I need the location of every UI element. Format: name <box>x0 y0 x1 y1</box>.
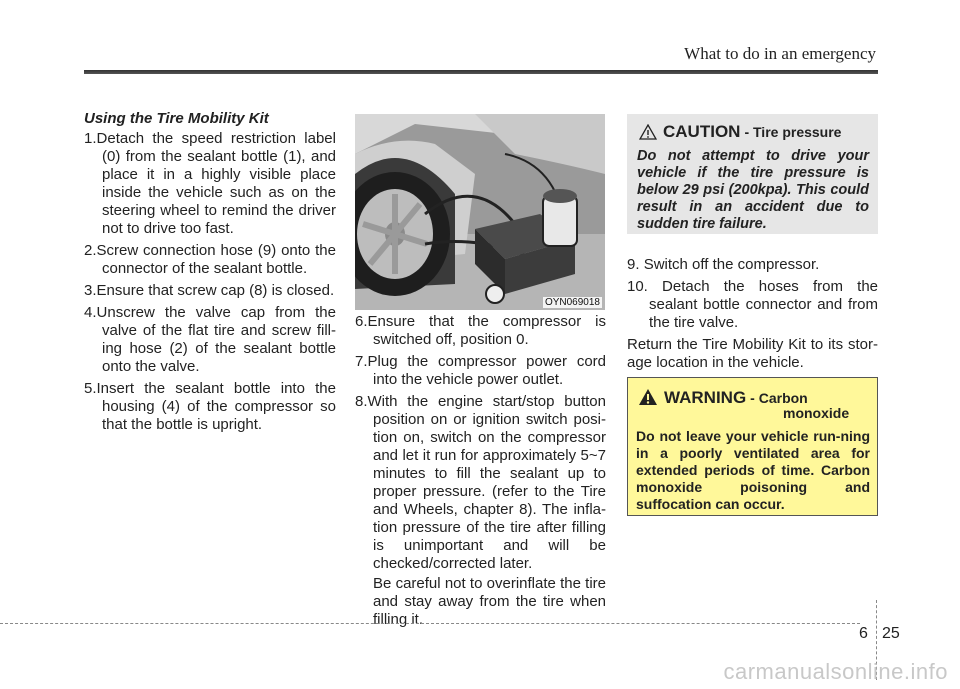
warning-text: Do not leave your vehicle run-ning in a poorly ventilated area for extended periods of time. Carbon monoxide poisoning and suffocation can occur. <box>636 428 870 512</box>
watermark: carmanualsonline.info <box>723 659 948 684</box>
list-item: 5.Insert the sealant bottle into the housing (4) of the compressor so that the bottle is upright. <box>84 380 336 433</box>
step8-note: Be careful not to overinflate the tire and stay away from the tire when filling it. <box>373 575 606 628</box>
list-item: 2.Screw connection hose (9) onto the connector of the sealant bottle. <box>84 242 336 277</box>
list-item: 4.Unscrew the valve cap from the valve of the flat tire and screw fill-ing hose (2) of the sealant bottle onto the valve. <box>84 304 336 375</box>
footer-rule <box>0 623 860 624</box>
list-item: 3.Ensure that screw cap (8) is closed. <box>84 282 335 299</box>
caution-label: CAUTION <box>663 122 741 141</box>
steps-list-3 <box>627 256 878 332</box>
section-title: Using the Tire Mobility Kit <box>84 110 269 127</box>
list-item: 1.Detach the speed restriction label (0) from the sealant bottle (1), and place it in a highly visible place inside the vehicle such as on the steering wheel to remind the driver not to drive too fast. <box>84 130 336 237</box>
caution-header <box>639 122 841 142</box>
chapter-number: 6 <box>859 625 868 642</box>
list-item: 8.With the engine start/stop button position on or ignition switch posi-tion on, switch on the compressor and let it run for approximately 5~7 minutes to fill the sealant up to proper pressure. (refer to the Tire and Wheels, chapter 8). The infla-tion pressure of the tire after filling is unimportant and will be checked/corrected later. Be careful not to overinflate the tire and stay away from the tire when filling it. <box>355 393 606 628</box>
list-item: 10. Detach the hoses from the sealant bottle connector and from the tire valve. <box>627 278 878 331</box>
warning-label: WARNING <box>664 388 747 407</box>
warning-subtitle: - Carbon <box>750 390 808 406</box>
steps-list-2 <box>355 313 606 629</box>
list-item: 7.Plug the compressor power cord into the vehicle power outlet. <box>355 353 606 388</box>
page-number: 25 <box>882 625 900 642</box>
warning-triangle-icon <box>638 388 658 406</box>
warning-box <box>627 377 878 516</box>
tire-mobility-kit-photo <box>355 114 605 310</box>
photo-illustration <box>355 114 605 310</box>
header-title: What to do in an emergency <box>684 44 876 63</box>
caution-subtitle: - Tire pressure <box>744 124 842 140</box>
steps-list-1 <box>84 130 336 434</box>
column-left <box>84 110 336 438</box>
column-right <box>627 256 878 376</box>
caution-box <box>627 114 878 234</box>
caution-triangle-icon <box>639 124 657 140</box>
caution-text: Do not attempt to drive your vehicle if the tire pressure is below 29 psi (200kpa). This could result in an accident due to sudden tire failure. <box>637 148 869 232</box>
column-middle <box>355 313 606 633</box>
warning-subtitle-2: monoxide <box>783 405 850 421</box>
return-text: Return the Tire Mobility Kit to its stor-age location in the vehicle. <box>627 336 878 371</box>
photo-code: OYN069018 <box>544 297 600 308</box>
header-rule <box>84 70 878 74</box>
list-item: 6.Ensure that the compressor is switched off, position 0. <box>355 313 606 348</box>
list-item: 9. Switch off the compressor. <box>627 256 820 273</box>
